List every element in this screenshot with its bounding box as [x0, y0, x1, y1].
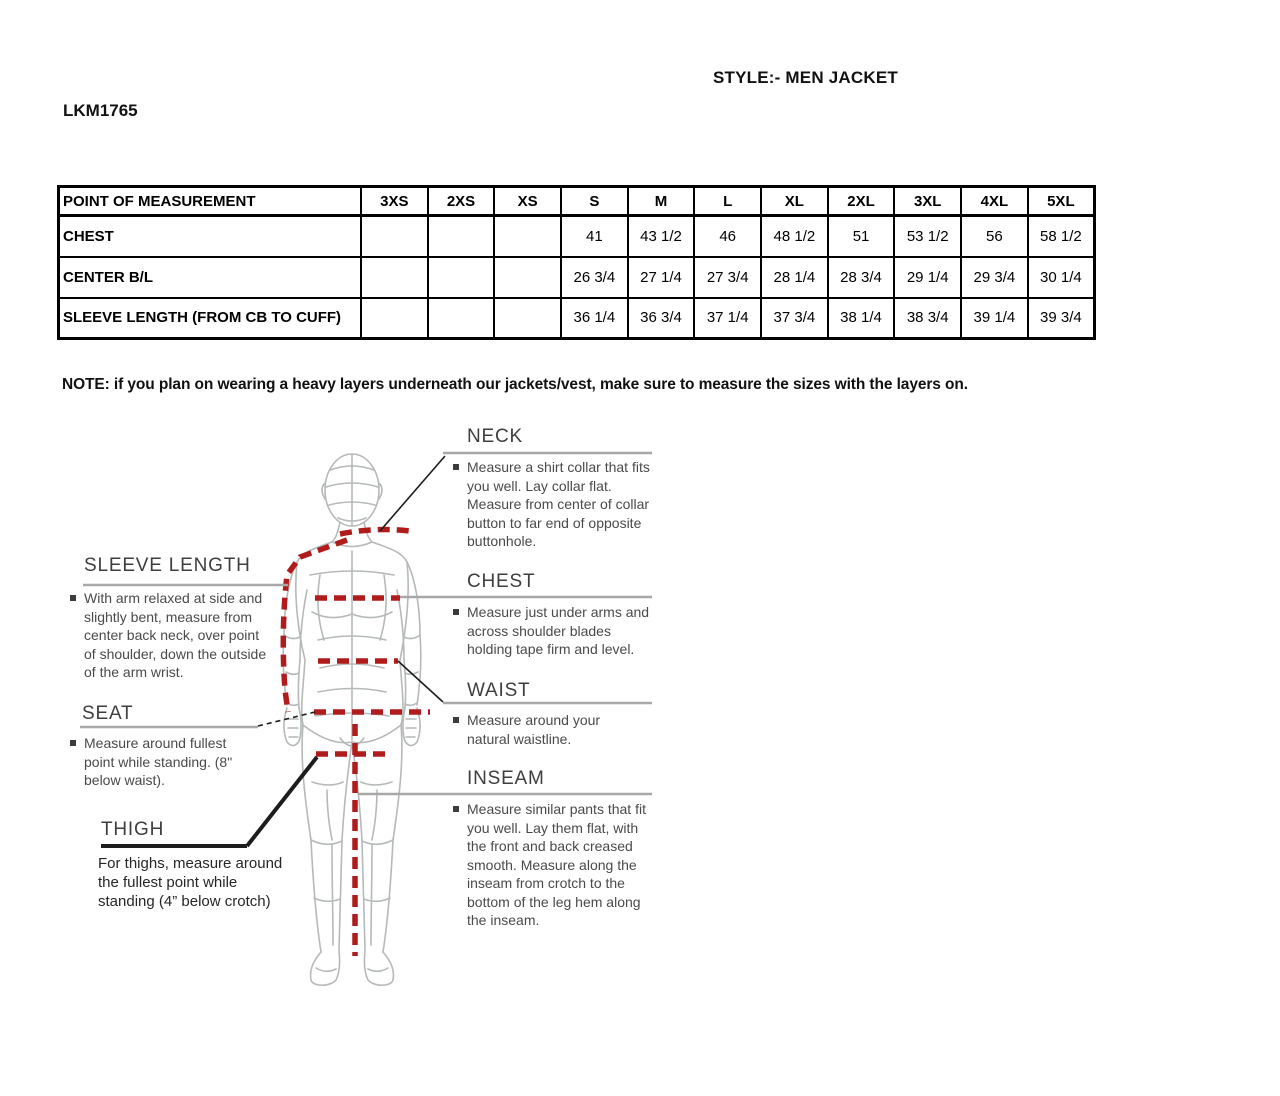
col-header-size: 4XL: [961, 187, 1028, 216]
size-value-cell: 46: [694, 216, 761, 257]
bullet-square-icon: [453, 717, 459, 723]
col-header-size: XS: [494, 187, 561, 216]
neck-callout-line: [380, 456, 445, 531]
sleeve-length-heading: SLEEVE LENGTH: [84, 555, 251, 576]
neck-instructions: Measure a shirt collar that fits you well. Lay collar flat. Measure from center of collar button to far end of opposite buttonhole.: [453, 458, 658, 551]
size-value-cell: 29 3/4: [961, 257, 1028, 298]
bullet-square-icon: [70, 740, 76, 746]
col-header-size: 2XS: [428, 187, 495, 216]
waist-heading: WAIST: [467, 680, 531, 701]
size-value-cell: 27 3/4: [694, 257, 761, 298]
size-value-cell: 58 1/2: [1028, 216, 1095, 257]
size-value-cell: 36 1/4: [561, 298, 628, 339]
size-value-cell: 43 1/2: [628, 216, 695, 257]
sleeve-length-instructions: With arm relaxed at side and slightly bent, measure from center back neck, over point of shoulder, down the outside of the arm wrist.: [70, 589, 280, 682]
seat-instructions: Measure around fullest point while standing. (8" below waist).: [70, 734, 255, 790]
col-header-size: M: [628, 187, 695, 216]
size-value-cell: 56: [961, 216, 1028, 257]
thigh-heading: THIGH: [101, 819, 165, 840]
bullet-square-icon: [453, 806, 459, 812]
waist-instructions: Measure around your natural waistline.: [453, 711, 653, 748]
size-value-cell: 39 3/4: [1028, 298, 1095, 339]
neck-measure-line: [340, 530, 410, 534]
style-title: STYLE:- MEN JACKET: [713, 68, 898, 87]
size-value-cell: 38 3/4: [894, 298, 961, 339]
size-value-cell: 26 3/4: [561, 257, 628, 298]
size-value-cell: 37 1/4: [694, 298, 761, 339]
col-header-size: 5XL: [1028, 187, 1095, 216]
row-label: SLEEVE LENGTH (FROM CB TO CUFF): [59, 298, 362, 339]
col-header-size: S: [561, 187, 628, 216]
size-value-cell: 51: [828, 216, 895, 257]
size-value-cell: 30 1/4: [1028, 257, 1095, 298]
note-text: NOTE: if you plan on wearing a heavy layers underneath our jackets/vest, make sure to measure the sizes with the layers on.: [62, 376, 968, 393]
seat-heading: SEAT: [82, 703, 134, 724]
col-header-size: L: [694, 187, 761, 216]
sleeve-measure-line: [283, 540, 347, 712]
size-value-cell: 37 3/4: [761, 298, 828, 339]
col-header-size: 2XL: [828, 187, 895, 216]
row-label: CHEST: [59, 216, 362, 257]
col-header-size: XL: [761, 187, 828, 216]
inseam-instructions: Measure similar pants that fit you well. Lay them flat, with the front and back creased smooth. Measure along the inseam from crotch to the bottom of the leg hem along the inseam.: [453, 800, 658, 930]
seat-callout-line: [258, 712, 315, 726]
col-header-point-of-measurement: POINT OF MEASUREMENT: [59, 187, 362, 216]
chest-instructions: Measure just under arms and across shoulder blades holding tape firm and level.: [453, 603, 663, 659]
bullet-square-icon: [453, 464, 459, 470]
size-value-cell: 48 1/2: [761, 216, 828, 257]
size-value-cell: 39 1/4: [961, 298, 1028, 339]
size-value-cell: 36 3/4: [628, 298, 695, 339]
model-code: LKM1765: [63, 101, 138, 120]
size-value-cell: 29 1/4: [894, 257, 961, 298]
bullet-square-icon: [70, 595, 76, 601]
thigh-instructions: For thighs, measure around the fullest point while standing (4” below crotch): [98, 855, 283, 910]
row-label: CENTER B/L: [59, 257, 362, 298]
col-header-size: 3XS: [361, 187, 428, 216]
size-value-cell: 27 1/4: [628, 257, 695, 298]
size-value-cell: 41: [561, 216, 628, 257]
size-value-cell: 28 1/4: [761, 257, 828, 298]
bullet-square-icon: [453, 609, 459, 615]
neck-heading: NECK: [467, 426, 523, 447]
inseam-heading: INSEAM: [467, 768, 545, 789]
size-value-cell: 28 3/4: [828, 257, 895, 298]
size-value-cell: 38 1/4: [828, 298, 895, 339]
chest-heading: CHEST: [467, 571, 536, 592]
col-header-size: 3XL: [894, 187, 961, 216]
size-value-cell: 53 1/2: [894, 216, 961, 257]
